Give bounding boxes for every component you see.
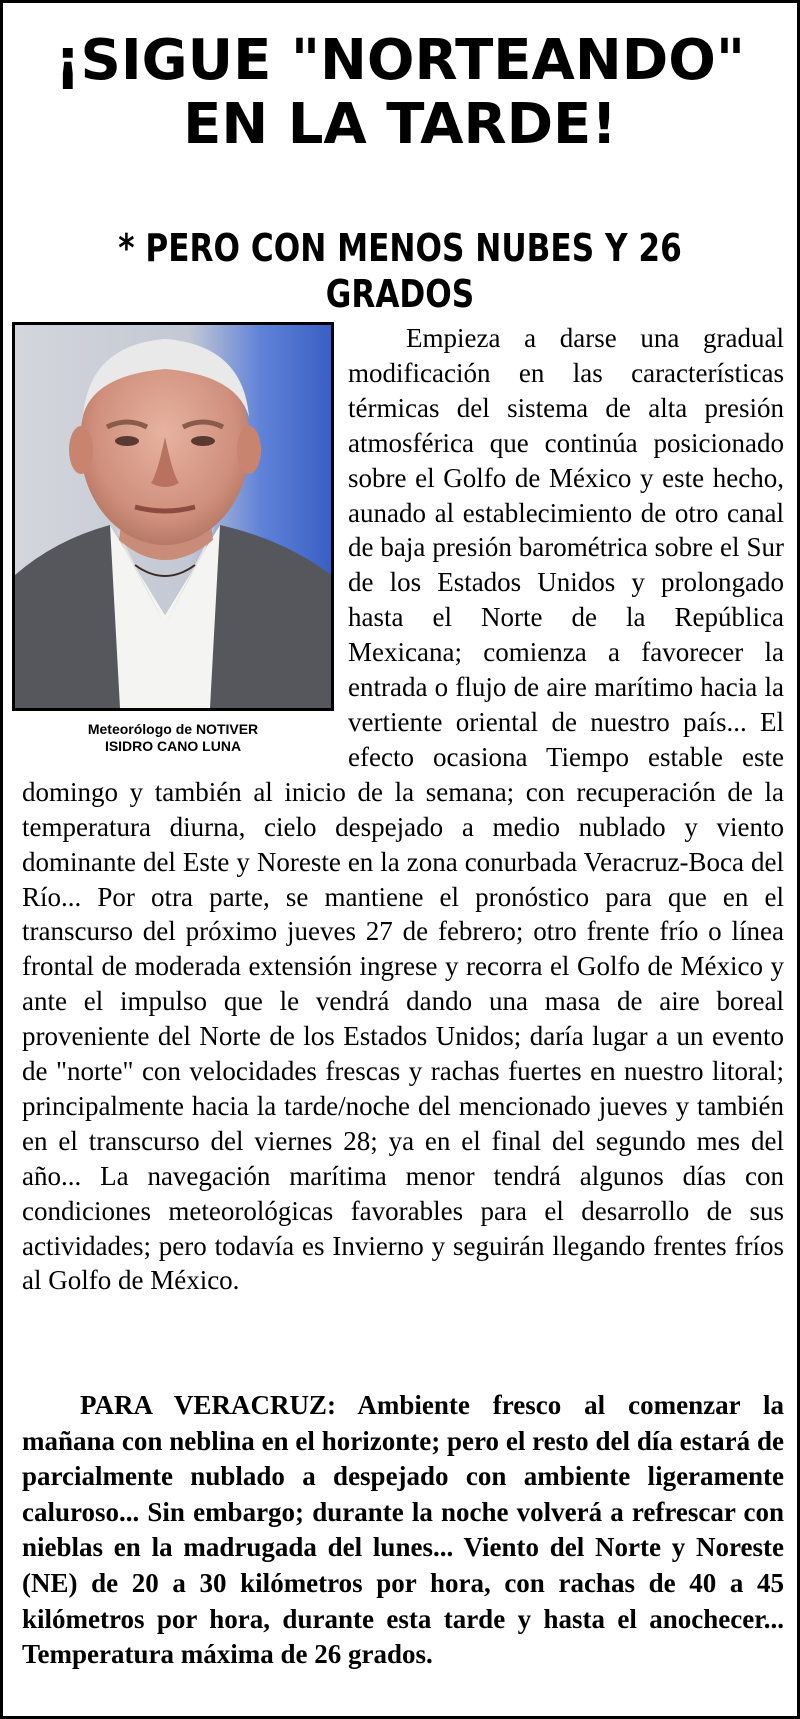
article-body bbox=[22, 321, 784, 1298]
subheadline: * PERO CON MENOS NUBES Y 26 GRADOS bbox=[118, 226, 682, 316]
headline bbox=[3, 29, 797, 157]
caption-line-1: Meteorólogo de NOTIVER bbox=[87, 721, 259, 737]
caption-line-2: ISIDRO CANO LUNA bbox=[104, 738, 242, 754]
article-paragraph-2: PARA VERACRUZ: Ambiente fresco al comenzar la mañana con neblina en el horizonte; pero el resto del día estará de parcialmente nublado a despejado con ambiente ligeramente caluroso... Sin embargo; durante la noche volverá a refrescar con nieblas en la madrugada del lunes... Viento del Norte y Noreste (NE) de 20 a 30 kilómetros por hora, con rachas de 40 a 45 kilómetros por hora, durante esta tarde y hasta el anochecer... Temperatura máxima de 26 grados. bbox=[22, 1390, 784, 1670]
photo-spacer bbox=[22, 321, 348, 761]
forecast-paragraph bbox=[22, 1388, 784, 1673]
headline-line-1: ¡SIGUE "NORTEANDO" bbox=[54, 28, 746, 93]
headline-line-2: EN LA TARDE! bbox=[183, 92, 617, 157]
article-paragraph-1: Empieza a darse una gradual modificación en las características térmicas del sistema de alta presión atmosférica que continúa posicionado sobre el Golfo de México y este hecho, aunado al establecimiento de otro canal de baja presión barométrica sobre el Sur de los Estados Unidos y prolongado hasta el Norte de la República Mexicana; comienza a favorecer la entrada o flujo de aire marítimo hacia la vertiente oriental de nuestro país... El efecto ocasiona Tiempo estable este domingo y también al inicio de la semana; con recuperación de la temperatura diurna, cielo despejado a medio nublado y viento dominante del Este y Noreste en la zona conurbada Veracruz-Boca del Río... Por otra parte, se mantiene el pronóstico para que en el transcurso del próximo jueves 27 de febrero; otro frente frío o línea frontal de moderada extensión ingrese y recorra el Golfo de México y ante el impulso que le vendrá dando una masa de aire boreal proveniente del Norte de los Estados Unidos; daría lugar a un evento de "norte" con velocidades frescas y rachas fuertes en nuestro litoral; principalmente hacia la tarde/noche del mencionado jueves y también en el transcurso del viernes 28; ya en el final del segundo mes del año... La navegación marítima menor tendrá algunos días con condiciones meteorológicas favorables para el desarrollo de sus actividades; pero todavía es Invierno y seguirán llegando frentes fríos al Golfo de México. bbox=[22, 323, 784, 1296]
